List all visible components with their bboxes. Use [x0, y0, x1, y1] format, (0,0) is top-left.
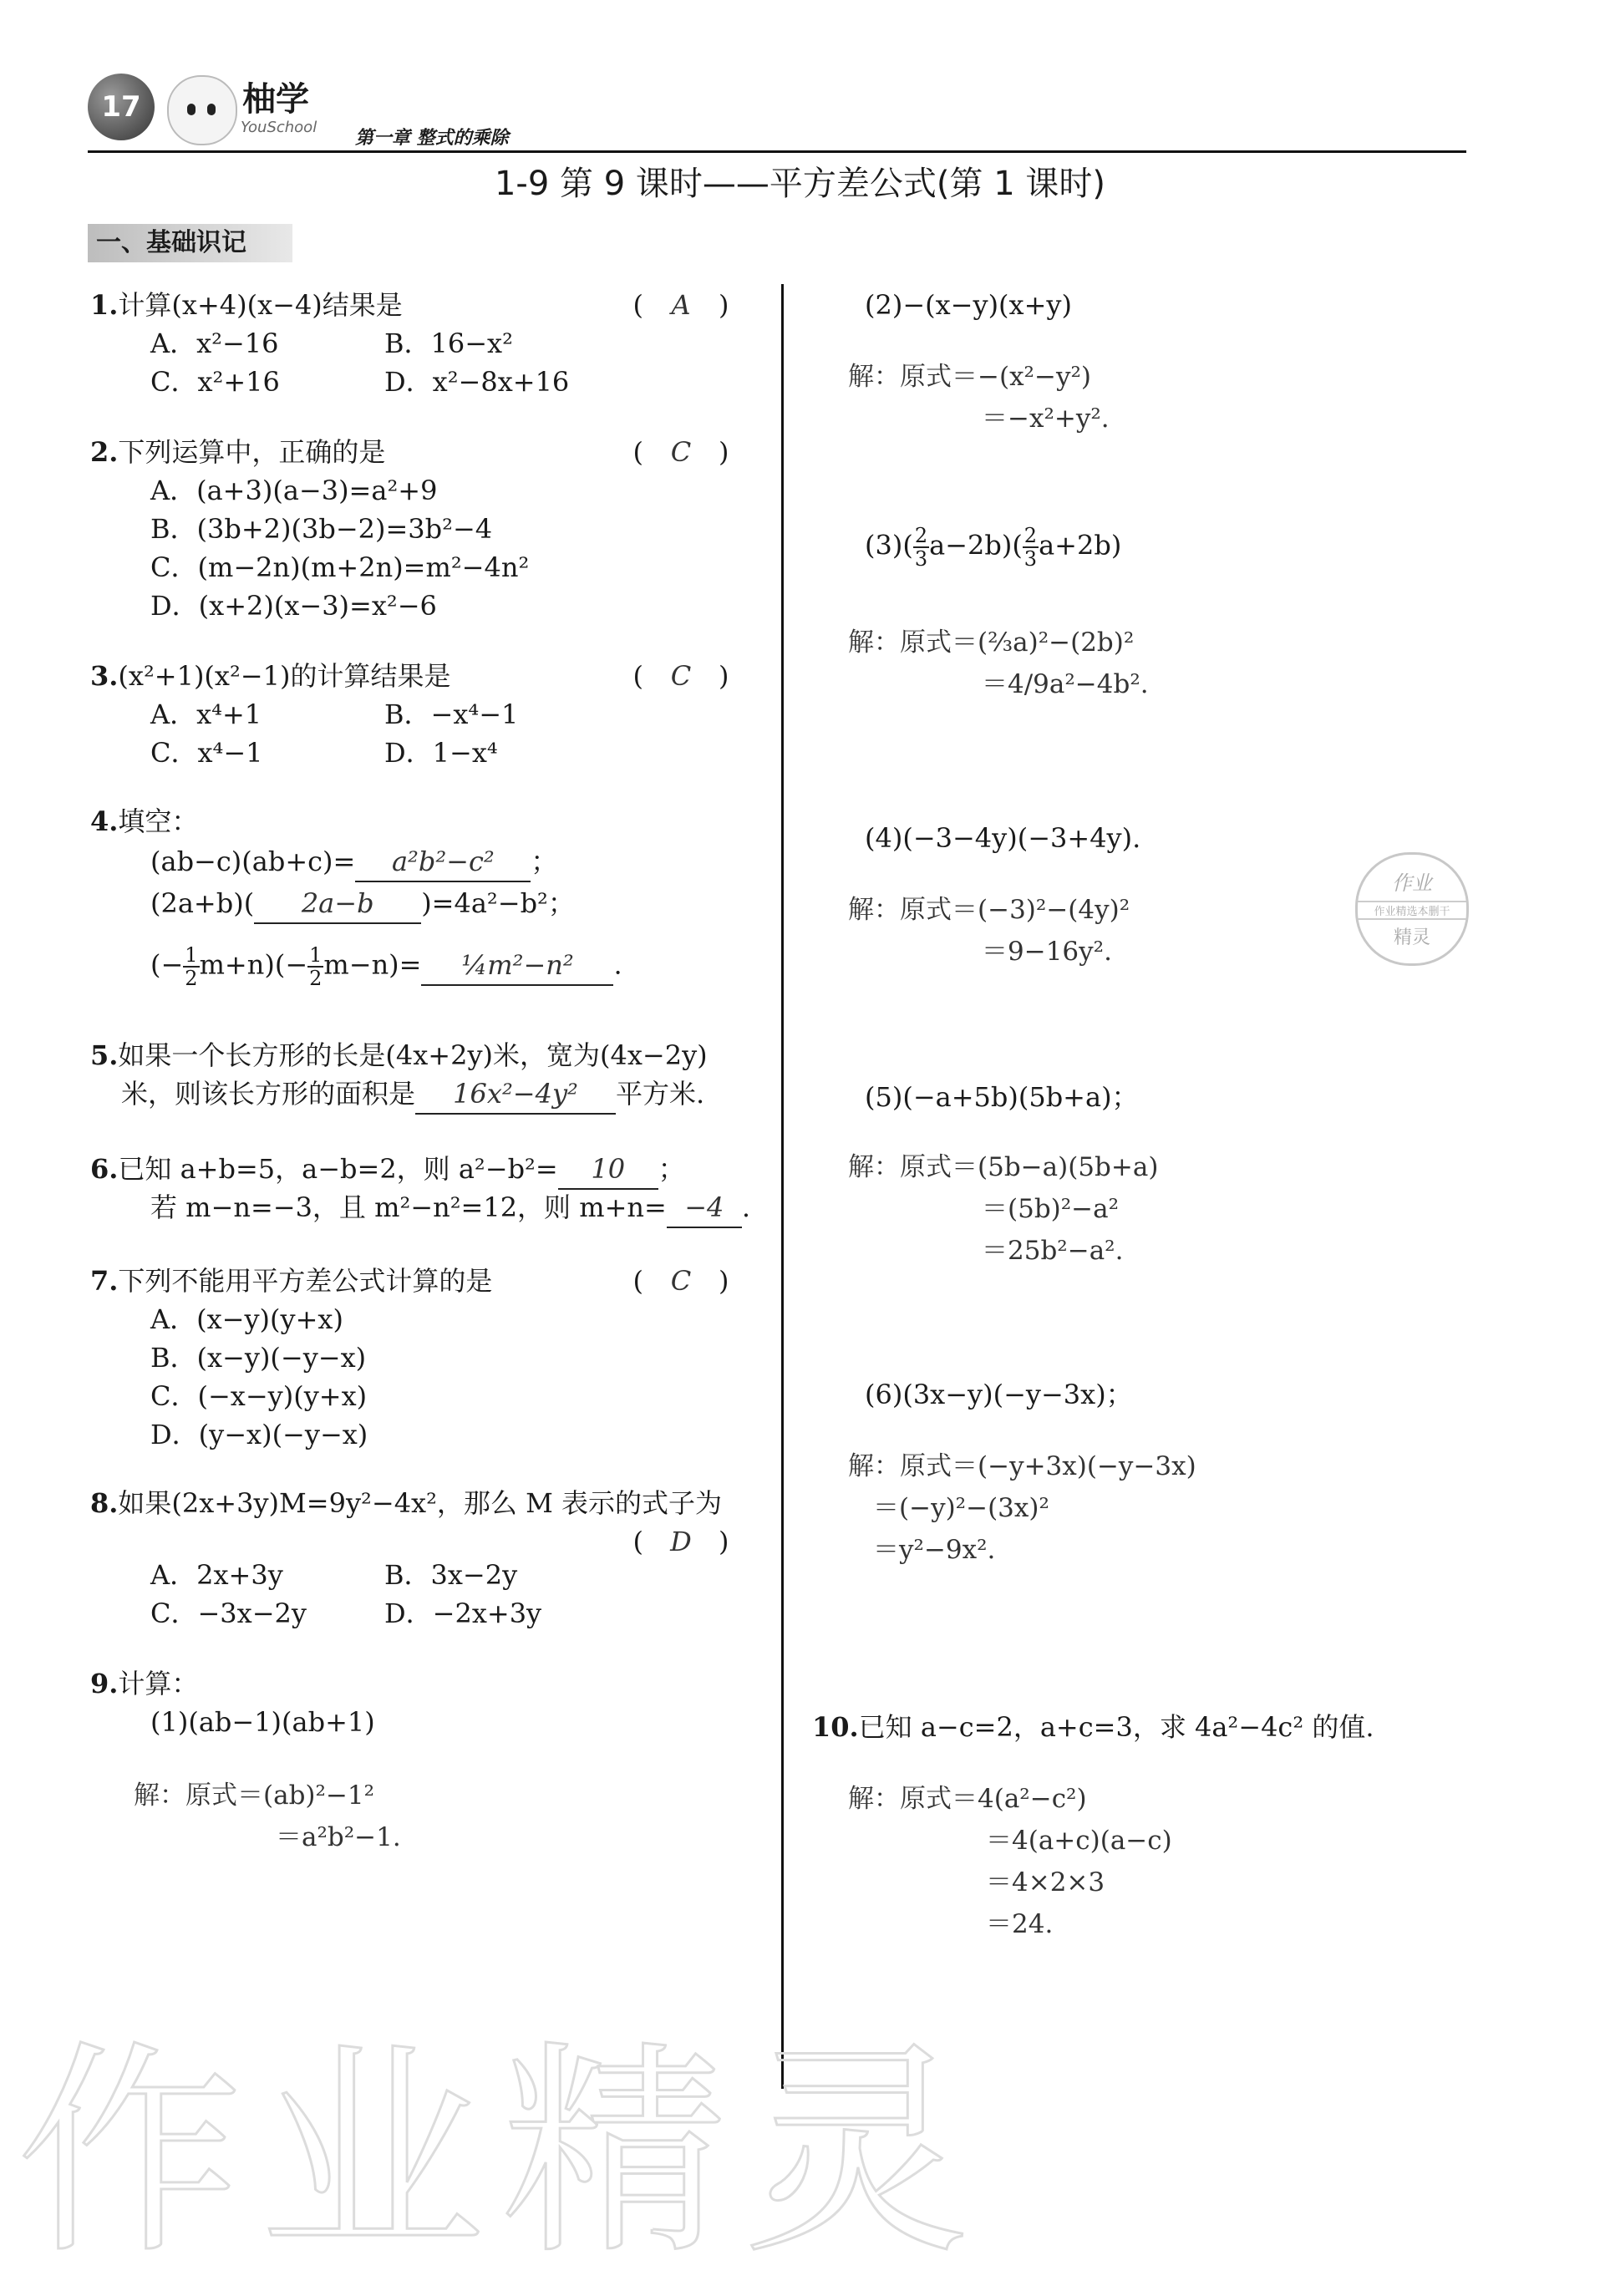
options-3 [150, 695, 752, 772]
solution-line: 解：原式＝(−3)²−(4y)² [848, 895, 1130, 925]
solution-line: 解：原式＝−(x²−y²) [848, 362, 1091, 392]
fraction: $\frac{2}{3}$ [914, 524, 928, 571]
option: B．3x−2y [384, 1559, 518, 1591]
solution-9-4 [848, 889, 1130, 973]
header-rule [88, 150, 1466, 153]
solution-9-3 [848, 622, 1149, 705]
fill-answer: −4 [667, 1188, 742, 1228]
option: A．(x−y)(y+x) [150, 1303, 343, 1335]
page-title: 1-9 第 9 课时——平方差公式(第 1 课时) [494, 165, 1105, 203]
page-number: 17 [101, 90, 141, 124]
solution-line: 解：原式＝(5b−a)(5b+a) [848, 1152, 1159, 1182]
question-6-line2: 若 m−n=−3，且 m²−n²=12，则 m+n= −4 . [150, 1188, 750, 1228]
options-1 [150, 324, 752, 401]
question-7: 7.下列不能用平方差公式计算的是 [90, 1265, 493, 1297]
question-4: 4.填空： [90, 805, 199, 837]
solution-line: ＝a²b²−1. [276, 1822, 401, 1852]
option: D．(y−x)(−y−x) [150, 1419, 368, 1450]
option: A．(a+3)(a−3)=a²+9 [150, 475, 438, 506]
question-5-line2: 米，则该长方形的面积是 16x²−4y² 平方米. [121, 1074, 704, 1115]
solution-line: ＝y²−9x². [873, 1535, 996, 1565]
solution-line: ＝(−y)²−(3x)² [873, 1493, 1049, 1523]
option: C．(m−2n)(m+2n)=m²−4n² [150, 551, 530, 583]
question-9: 9.计算： [90, 1668, 199, 1699]
fraction: $\frac{1}{2}$ [309, 943, 323, 990]
question-6: 6.已知 a+b=5，a−b=2，则 a²−b²= 10 ； [90, 1150, 685, 1190]
solution-line: ＝24. [986, 1909, 1054, 1939]
answer-paren-7: ( C ) [632, 1265, 729, 1297]
question-9-part-1: (1)(ab−1)(ab+1) [150, 1706, 375, 1738]
chapter-title: 第一章 整式的乘除 [355, 128, 509, 149]
fill-answer: a²b²−c² [355, 842, 531, 882]
solution-line: ＝4(a+c)(a−c) [986, 1826, 1172, 1856]
solution-9-5 [848, 1146, 1158, 1272]
stamp: 作业 作业精选本删干 精灵 [1355, 852, 1469, 966]
question-9-part-2: (2)−(x−y)(x+y) [865, 289, 1072, 321]
question-8: 8.如果(2x+3y)M=9y²−4x²，那么 M 表示的式子为 [90, 1487, 723, 1519]
option: B．(3b+2)(3b−2)=3b²−4 [150, 513, 493, 545]
options-8 [150, 1556, 752, 1633]
option: B．16−x² [384, 328, 513, 359]
answer-paren-1: ( A ) [632, 289, 729, 321]
section-heading: 一、基础识记 [88, 224, 292, 262]
option: D．1−x⁴ [384, 737, 498, 769]
solution-line: ＝9−16y². [982, 937, 1112, 967]
brand-subtitle: YouSchool [241, 119, 317, 136]
option: C．−3x−2y [150, 1598, 307, 1629]
option: C．x⁴−1 [150, 737, 263, 769]
answer-paren-8: ( D ) [632, 1526, 729, 1557]
solution-line: 解：原式＝(−y+3x)(−y−3x) [848, 1451, 1196, 1481]
column-divider [781, 284, 784, 2089]
option: B．−x⁴−1 [384, 698, 519, 730]
solution-line: 解：原式＝(ab)²−1² [134, 1780, 375, 1811]
fill-answer: 10 [558, 1150, 658, 1190]
fill-line-3: (− $\frac{1}{2}$ m+n)(− $\frac{1}{2}$ m−n)= ¼m²−n² . [150, 943, 622, 990]
solution-9-2 [848, 356, 1110, 439]
solution-line: ＝(5b)²−a² [982, 1194, 1120, 1224]
option: A．x²−16 [150, 328, 279, 359]
solution-line: ＝−x²+y². [982, 404, 1110, 434]
question-9-part-4: (4)(−3−4y)(−3+4y). [865, 822, 1141, 854]
fill-line-1: (ab−c)(ab+c)= a²b²−c² ； [150, 842, 557, 882]
question-5: 5.如果一个长方形的长是(4x+2y)米，宽为(4x−2y) [90, 1039, 708, 1071]
watermark: 作业精灵 [17, 2021, 986, 2284]
solution-10 [848, 1778, 1172, 1945]
question-9-part-3: (3)( $\frac{2}{3}$ a−2b)( $\frac{2}{3}$ a+2b) [865, 524, 1122, 571]
question-3: 3.(x²+1)(x²−1)的计算结果是 [90, 660, 451, 692]
brand-logo: 柚学 [242, 80, 309, 119]
answer-paren-2: ( C ) [632, 436, 729, 468]
option: D．x²−8x+16 [384, 366, 570, 398]
question-9-part-6: (6)(3x−y)(−y−3x)； [865, 1379, 1133, 1410]
option: B．(x−y)(−y−x) [150, 1342, 367, 1374]
question-1: 1.计算(x+4)(x−4)结果是 [90, 289, 403, 321]
answer-paren-3: ( C ) [632, 660, 729, 692]
page-number-badge [88, 74, 155, 140]
solution-line: ＝4/9a²−4b². [982, 669, 1149, 699]
option: C．x²+16 [150, 366, 280, 398]
solution-9-6 [848, 1445, 1196, 1571]
question-2: 2.下列运算中，正确的是 [90, 436, 386, 468]
option: A．2x+3y [150, 1559, 283, 1591]
options-7 [150, 1300, 368, 1454]
solution-9-1 [134, 1775, 401, 1858]
question-9-part-5: (5)(−a+5b)(5b+a)； [865, 1081, 1139, 1113]
fill-answer: ¼m²−n² [421, 946, 613, 986]
fill-line-2: (2a+b)( 2a−b )=4a²−b²； [150, 884, 575, 924]
option: A．x⁴+1 [150, 698, 262, 730]
solution-line: ＝25b²−a². [982, 1236, 1124, 1266]
option: D．(x+2)(x−3)=x²−6 [150, 590, 437, 622]
option: C．(−x−y)(y+x) [150, 1380, 368, 1412]
solution-line: 解：原式＝(⅔a)²−(2b)² [848, 627, 1135, 658]
options-2 [150, 471, 529, 625]
solution-line: ＝4×2×3 [986, 1867, 1105, 1897]
solution-line: 解：原式＝4(a²−c²) [848, 1784, 1087, 1814]
fill-answer: 2a−b [254, 884, 421, 924]
option: D．−2x+3y [384, 1598, 542, 1629]
mascot-icon [167, 75, 237, 145]
fill-answer: 16x²−4y² [415, 1074, 616, 1115]
fraction: $\frac{1}{2}$ [185, 943, 198, 990]
fraction: $\frac{2}{3}$ [1023, 524, 1038, 571]
question-10: 10.已知 a−c=2，a+c=3，求 4a²−4c² 的值. [812, 1711, 1374, 1743]
